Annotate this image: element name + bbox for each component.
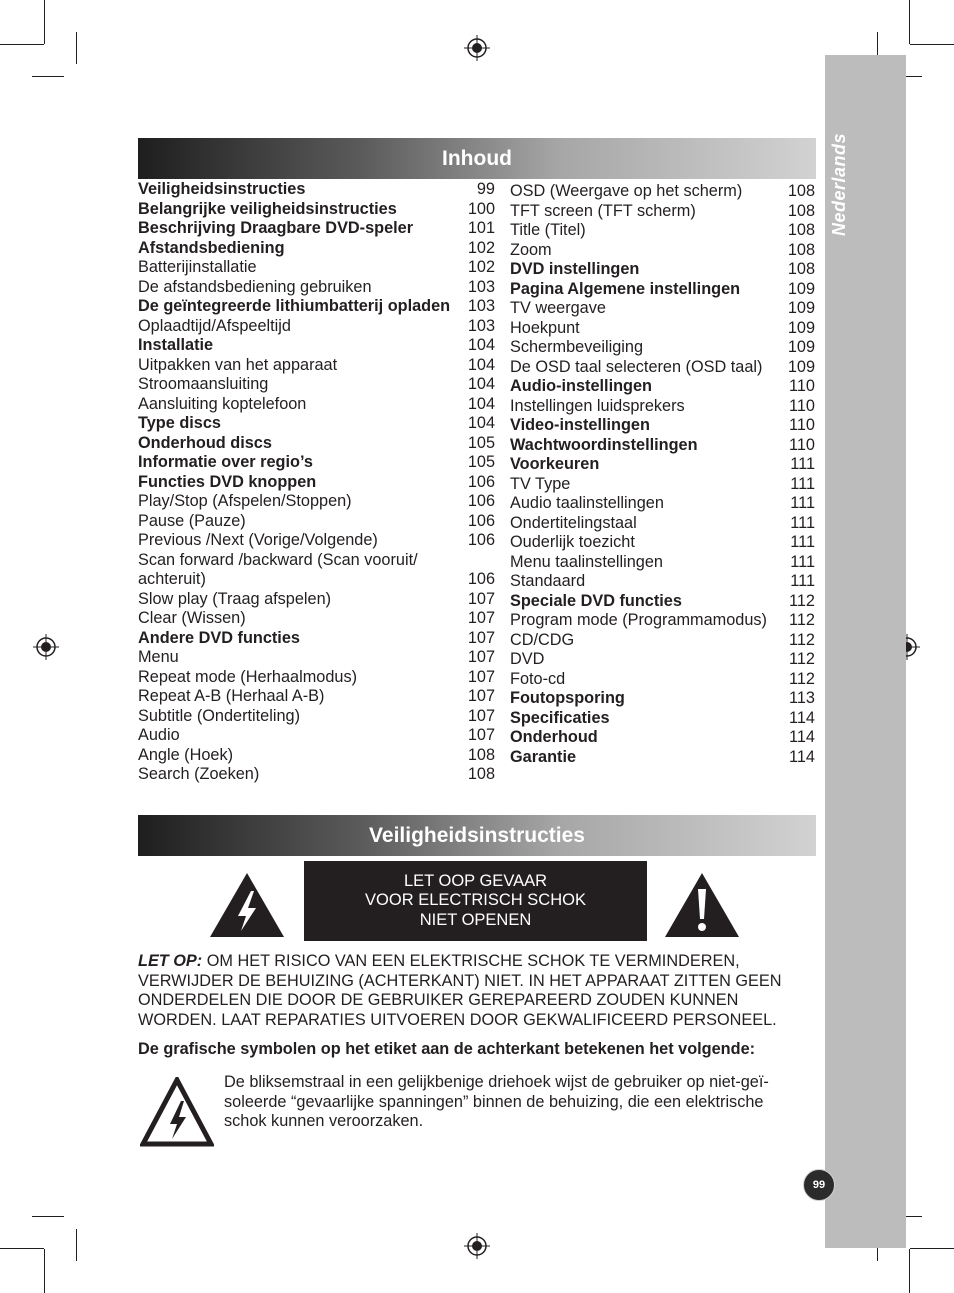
toc-entry-title: Audio-instellingen <box>510 377 652 395</box>
registration-mark-icon <box>464 1233 490 1259</box>
toc-entry-page: 109 <box>787 299 815 317</box>
lightning-warning-icon <box>140 1077 214 1147</box>
toc-entry-title: Belangrijke veiligheidsinstructies <box>138 199 397 218</box>
toc-entry-page: 99 <box>476 180 495 198</box>
toc-entry-title: Instellingen luidsprekers <box>510 396 685 415</box>
toc-entry-page: 112 <box>789 591 815 610</box>
toc-entry-page: 112 <box>789 611 815 629</box>
lightning-description: De bliksemstraal in een gelijkbenige driehoek wijst de gebruiker op niet-geï- soleerde “gevaarlijke spanningen” binnen de behuizing, die een elektrische schok kunnen veroorzaken. <box>224 1073 769 1131</box>
toc-entry <box>138 395 495 415</box>
toc-entry-title: Ondertitelingstaal <box>510 513 637 532</box>
toc-entry-page: 103 <box>467 297 495 315</box>
toc-entry <box>510 338 815 358</box>
toc-entry <box>510 416 815 436</box>
toc-entry-page: 103 <box>467 316 495 335</box>
toc-entry-page: 111 <box>790 455 815 473</box>
toc-entry-page: 104 <box>467 394 495 413</box>
toc-entry-title: DVD instellingen <box>510 260 640 278</box>
toc-entry-title: Previous /Next (Vorige/Volgende) <box>138 531 378 549</box>
toc-entry <box>138 707 495 727</box>
toc-entry-title: Video-instellingen <box>510 416 650 434</box>
toc-entry <box>138 434 495 454</box>
toc-entry-page: 110 <box>789 377 815 395</box>
toc-entry <box>510 397 815 417</box>
toc-entry-title: Play/Stop (Afspelen/Stoppen) <box>138 492 352 510</box>
toc-entry <box>510 728 815 748</box>
toc-entry-title: OSD (Weergave op het scherm) <box>510 182 743 200</box>
toc-entry-page: 108 <box>787 260 815 278</box>
toc-entry-title: TV Type <box>510 474 571 493</box>
toc-entry <box>138 726 495 746</box>
safety-title: Veiligheidsinstructies <box>138 815 816 856</box>
toc-entry-page: 107 <box>467 687 495 705</box>
toc-entry-page: 104 <box>467 375 495 393</box>
toc-entry-title: Andere DVD functies <box>138 628 300 647</box>
toc-entry-page: 107 <box>467 609 495 627</box>
toc-entry <box>510 494 815 514</box>
toc-entry-title: Audio taalinstellingen <box>510 494 664 512</box>
toc-entry <box>510 455 815 475</box>
toc-entry-title: Uitpakken van het apparaat <box>138 355 338 374</box>
toc-entry-page: 109 <box>787 318 815 337</box>
toc-entry <box>138 609 495 629</box>
toc-entry-page: 113 <box>789 689 815 707</box>
toc-entry-title: Ouderlijk toezicht <box>510 533 635 551</box>
toc-entry <box>138 687 495 707</box>
toc-entry-page: 105 <box>467 453 495 471</box>
toc-entry-title: Foto-cd <box>510 669 566 688</box>
toc-entry-title: Pause (Pauze) <box>138 511 246 530</box>
toc-entry <box>510 748 815 768</box>
toc-entry-page: 112 <box>789 650 815 668</box>
toc-entry <box>138 200 495 220</box>
toc-entry <box>510 689 815 709</box>
toc-entry-page: 107 <box>467 726 495 744</box>
lightning-warning-icon <box>208 871 286 939</box>
toc-entry-title: Type discs <box>138 414 221 432</box>
toc-entry <box>138 668 495 688</box>
toc-entry <box>138 746 495 766</box>
toc-entry-page: 103 <box>467 277 495 296</box>
toc-entry <box>138 375 495 395</box>
toc-entry-page: 108 <box>787 221 815 239</box>
toc-entry <box>138 239 495 259</box>
toc-entry <box>138 648 495 668</box>
toc-entry <box>138 336 495 356</box>
toc-entry-title: Slow play (Traag afspelen) <box>138 589 332 608</box>
toc-entry-title: Program mode (Programmamodus) <box>510 611 767 629</box>
toc-entry-title: TV weergave <box>510 299 606 317</box>
toc-entry-page: 104 <box>467 414 495 432</box>
toc-entry-page: 111 <box>790 474 815 493</box>
toc-entry <box>510 202 815 222</box>
toc-entry-page: 107 <box>467 667 495 686</box>
toc-entry-page: 107 <box>467 589 495 608</box>
toc-entry-page: 106 <box>467 531 495 549</box>
toc-entry-title: Zoom <box>510 240 552 259</box>
toc-entry-page: 111 <box>790 513 815 532</box>
toc-entry <box>138 512 495 532</box>
toc-entry-title: Menu <box>138 648 179 666</box>
toc-entry <box>138 551 495 590</box>
toc-entry-title: Repeat mode (Herhaalmodus) <box>138 667 358 686</box>
toc-entry <box>510 280 815 300</box>
toc-entry-page: 108 <box>787 201 815 220</box>
toc-entry-title: Schermbeveiliging <box>510 338 644 356</box>
toc-entry-page: 109 <box>787 279 815 298</box>
toc-entry-page: 105 <box>467 433 495 452</box>
toc-entry-page: 112 <box>789 669 815 688</box>
toc-entry-title: Pagina Algemene instellingen <box>510 279 741 298</box>
toc-entry-page: 110 <box>789 416 815 434</box>
toc-entry <box>510 241 815 261</box>
toc-entry-page: 114 <box>789 747 815 766</box>
toc-entry <box>138 297 495 317</box>
toc-entry <box>510 475 815 495</box>
toc-entry-page: 102 <box>467 258 495 276</box>
toc-right-column <box>510 182 815 767</box>
toc-entry-title: Repeat A-B (Herhaal A-B) <box>138 687 325 705</box>
toc-entry <box>510 182 815 202</box>
symbols-heading: De grafische symbolen op het etiket aan de achterkant betekenen het volgende: <box>138 1040 756 1058</box>
toc-entry-title: Onderhoud discs <box>138 433 272 452</box>
toc-entry-page: 107 <box>467 628 495 647</box>
toc-entry-title: TFT screen (TFT scherm) <box>510 201 696 220</box>
toc-entry-title: Specificaties <box>510 708 610 727</box>
toc-entry-title: Wachtwoordinstellingen <box>510 435 698 454</box>
toc-entry-page: 110 <box>789 396 815 415</box>
toc-entry-page: 109 <box>787 338 815 356</box>
toc-entry-title: Angle (Hoek) <box>138 745 234 764</box>
toc-entry <box>138 356 495 376</box>
toc-entry-title: Title (Titel) <box>510 221 586 239</box>
toc-entry <box>510 533 815 553</box>
toc-entry <box>510 358 815 378</box>
toc-left-column <box>138 180 495 785</box>
toc-entry-page: 102 <box>467 238 495 257</box>
toc-entry-title: DVD <box>510 650 545 668</box>
toc-entry <box>138 765 495 785</box>
toc-entry-page: 107 <box>467 706 495 725</box>
caution-paragraph <box>138 952 818 1030</box>
toc-entry-page: 104 <box>467 355 495 374</box>
toc-entry-page: 111 <box>790 533 815 551</box>
toc-entry <box>510 631 815 651</box>
toc-entry-page: 114 <box>789 728 815 746</box>
warning-line: LET OOP GEVAAR <box>403 871 548 890</box>
toc-entry-title: Menu taalinstellingen <box>510 552 663 571</box>
toc-entry-page: 107 <box>467 648 495 666</box>
toc-entry-page: 108 <box>467 765 495 783</box>
danger-warning-label <box>304 861 647 941</box>
toc-entry <box>510 709 815 729</box>
toc-entry-page: 110 <box>789 435 815 454</box>
registration-mark-icon <box>33 634 59 660</box>
toc-entry-title: Onderhoud <box>510 728 598 746</box>
toc-entry-title: Informatie over regio’s <box>138 453 313 471</box>
toc-entry-page: 108 <box>787 182 815 200</box>
toc-entry-page: 112 <box>789 630 815 649</box>
toc-entry-page: 111 <box>790 494 815 512</box>
registration-mark-icon <box>464 35 490 61</box>
toc-entry-title: CD/CDG <box>510 630 575 649</box>
toc-entry-title: Garantie <box>510 747 577 766</box>
toc-entry-page: 114 <box>789 708 815 727</box>
toc-entry <box>138 590 495 610</box>
toc-entry-title: Batterijinstallatie <box>138 258 257 276</box>
toc-entry <box>510 514 815 534</box>
toc-entry-page: 109 <box>787 357 815 376</box>
toc-entry-title: Aansluiting koptelefoon <box>138 394 307 413</box>
language-label: Nederlands <box>829 132 850 236</box>
toc-entry <box>138 473 495 493</box>
toc-entry-title: De OSD taal selecteren (OSD taal) <box>510 357 763 376</box>
toc-entry <box>510 572 815 592</box>
caution-label: LET OP: <box>138 952 203 970</box>
toc-entry <box>138 219 495 239</box>
caution-text: OM HET RISICO VAN EEN ELEKTRISCHE SCHOK TE VERMINDEREN, VERWIJDER DE BEHUIZING (ACHTERKANT) NIET. IN HET APPARAAT ZITTEN GEEN ONDERDELEN DIE DOOR DE GEBRUIKER GEREPAREERD ZOUDEN KUNNEN WORDEN. LAAT REPARATIES UITVOEREN DOOR GEKWALIFICEERD PERSONEEL. <box>138 952 782 1029</box>
toc-entry-page: 106 <box>467 570 495 588</box>
exclamation-warning-icon <box>663 871 741 939</box>
toc-entry <box>510 553 815 573</box>
toc-entry-title: Subtitle (Ondertiteling) <box>138 706 300 725</box>
toc-entry-title: Foutopsporing <box>510 689 625 707</box>
toc-entry-page: 108 <box>787 240 815 259</box>
toc-entry <box>138 414 495 434</box>
toc-entry <box>510 650 815 670</box>
toc-entry <box>510 260 815 280</box>
toc-entry-title: Beschrijving Draagbare DVD-speler <box>138 219 414 237</box>
toc-entry-page: 100 <box>467 199 495 218</box>
warning-line: VOOR ELECTRISCH SCHOK <box>365 891 586 910</box>
toc-entry-title: Scan forward /backward (Scan vooruit/ achteruit) <box>138 550 418 588</box>
toc-entry-title: Hoekpunt <box>510 318 580 337</box>
toc-entry-page: 106 <box>467 511 495 530</box>
toc-entry <box>510 592 815 612</box>
toc-entry <box>510 221 815 241</box>
toc-entry <box>138 531 495 551</box>
toc-entry <box>510 611 815 631</box>
toc-entry-page: 108 <box>467 745 495 764</box>
toc-entry-title: De afstandsbediening gebruiken <box>138 277 372 296</box>
toc-entry <box>138 629 495 649</box>
toc-entry-title: Voorkeuren <box>510 455 600 473</box>
toc-entry <box>138 453 495 473</box>
toc-entry-title: Speciale DVD functies <box>510 591 682 610</box>
toc-entry <box>138 278 495 298</box>
toc-entry <box>510 319 815 339</box>
toc-entry-page: 111 <box>790 572 815 590</box>
toc-entry <box>138 317 495 337</box>
toc-entry-page: 106 <box>467 472 495 491</box>
toc-entry-title: Functies DVD knoppen <box>138 472 317 491</box>
toc-title: Inhoud <box>138 138 816 179</box>
toc-entry-title: Oplaadtijd/Afspeeltijd <box>138 316 291 335</box>
toc-entry <box>510 299 815 319</box>
toc-entry-page: 111 <box>790 552 815 571</box>
toc-entry <box>510 670 815 690</box>
toc-entry <box>138 258 495 278</box>
page-number: 99 <box>803 1169 835 1201</box>
toc-entry-title: Standaard <box>510 572 586 590</box>
toc-entry-title: Stroomaansluiting <box>138 375 269 393</box>
toc-entry <box>138 180 495 200</box>
toc-entry-title: Veiligheidsinstructies <box>138 180 306 198</box>
toc-entry-title: Installatie <box>138 336 214 354</box>
toc-entry <box>138 492 495 512</box>
toc-entry-title: Search (Zoeken) <box>138 765 260 783</box>
toc-entry <box>510 436 815 456</box>
toc-entry-title: Afstandsbediening <box>138 238 285 257</box>
toc-entry-title: De geïntegreerde lithiumbatterij opladen <box>138 297 451 315</box>
toc-entry <box>510 377 815 397</box>
toc-entry-page: 104 <box>467 336 495 354</box>
warning-line: NIET OPENEN <box>419 910 532 929</box>
toc-entry-page: 106 <box>467 492 495 510</box>
toc-entry-title: Audio <box>138 726 180 744</box>
toc-entry-title: Clear (Wissen) <box>138 609 246 627</box>
toc-entry-page: 101 <box>467 219 495 237</box>
